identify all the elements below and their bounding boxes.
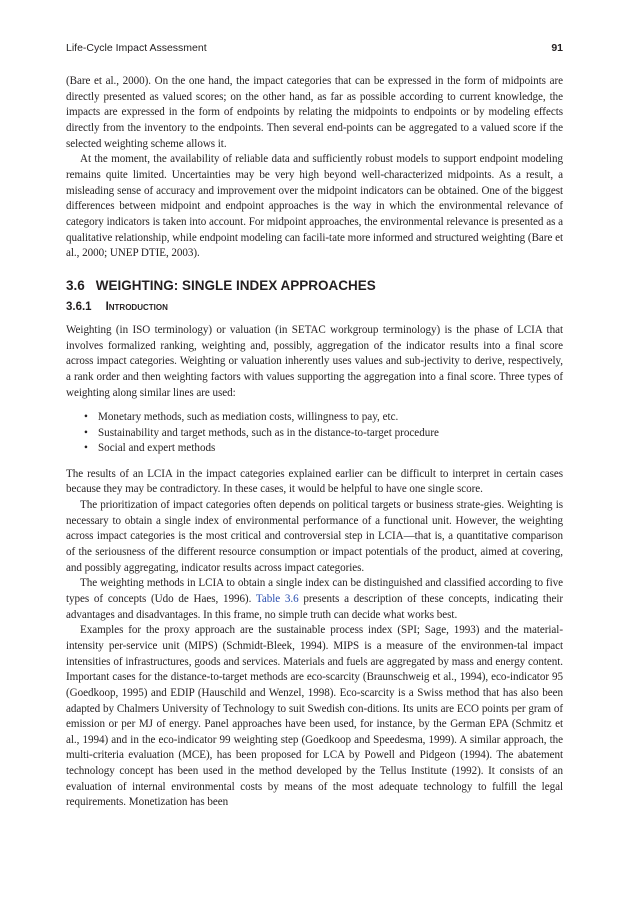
section-number: 3.6 (66, 277, 85, 293)
paragraph-6-end: presents a description of these concepts, indicating their advantages and disadvantages. In this frame, no simple truth can decide what works best. (66, 592, 564, 621)
list-item (84, 426, 563, 442)
bullet-mark: • (84, 411, 88, 424)
bullet-mark: • (84, 442, 88, 455)
list-item-text: Social and expert methods (98, 442, 216, 455)
list-item-text: Monetary methods, such as mediation costs, willingness to pay, etc. (98, 411, 399, 424)
list-item (84, 410, 563, 426)
running-title: Life-Cycle Impact Assessment (66, 42, 207, 54)
subsection-title: Introduction (105, 300, 168, 313)
paragraph-7: Examples for the proxy approach are the sustainable process index (SPI; Sage, 1993) and the material-intensity per-service unit (MIPS) (Schmidt-Bleek, 1994). MIPS is a measure of the environmen-tal impact intensities of infrastructures, goods and services. Materials and fuels are aggregated by mass and energy content. Important cases for the distance-to-target methods are eco-scarcity (Braunschweig et al., 1994), eco-indicator 95 (Goedkoop, 1995) and EDIP (Hauschild and Wenzel, 1998). Eco-scarcity is a Swiss method that has also been adapted by Chalmers University of Technology to suit Swedish con-ditions. Its units are ECO points per gram of emission or per MJ of energy. Panel approaches have been used, for instance, by the German EPA (Schmitz et al., 1994) and in the eco-indicator 99 weighting step (Goedkoop and Speedesma, 1999). A similar approach, the multi-criteria evaluation (MCE), has been proposed for LCA by Powell and Pidgeon (1994). The abatement technology concept has been used in the method developed by the Tellus Institute (1992). It consists of an evaluation of internal environmental costs by means of the most adequate technology to fulfill the legal requirements. Monetization has been (66, 624, 563, 809)
body-text (66, 74, 563, 811)
paragraph-6-start: The weighting methods in LCIA to obtain a single index can be distinguished and classified according to five types of concepts (Udo de Haes, 1996). (66, 577, 563, 605)
list-item-text: Sustainability and target methods, such as in the distance-to-target procedure (98, 426, 439, 439)
table-3-6-link[interactable]: Table 3.6 (255, 592, 299, 605)
paragraph-4: The results of an LCIA in the impact categories explained earlier can be difficult to interpret in certain cases because they may be contradictory. In these cases, it would be helpful to have one single score. (66, 467, 563, 496)
section-heading (66, 277, 563, 294)
list-item (84, 441, 563, 457)
bullet-list (66, 410, 563, 457)
bullet-mark: • (84, 426, 88, 439)
paragraph-6 (66, 576, 563, 623)
page-number: 91 (551, 42, 563, 54)
section-title: WEIGHTING: SINGLE INDEX APPROACHES (95, 277, 376, 293)
subsection-number: 3.6.1 (66, 300, 92, 313)
paragraph-1: (Bare et al., 2000). On the one hand, the impact categories that can be expressed in the form of midpoints are directly presented as valued scores; on the other hand, as far as possible according to current knowledge, the impacts are expressed in the form of endpoints by relating the midpoints to endpoints or by modeling effects directly from the inventory to the endpoints. Then several end-points can be aggregated to a valued score if the selected weighting scheme allows it. (66, 75, 563, 150)
paragraph-3: Weighting (in ISO terminology) or valuation (in SETAC workgroup terminology) is the phase of LCIA that involves formalized ranking, weighting and, possibly, aggregation of the indicator results into a final score across impact categories. Weighting or valuation inherently uses values and sub-jectivity to derive, respectively, a rank order and then weighting factors with values supporting the aggregation into a final score. Three types of weighting along similar lines are used: (66, 323, 563, 399)
subsection-heading (66, 300, 563, 315)
running-header (66, 41, 563, 55)
paragraph-2: At the moment, the availability of reliable data and sufficiently robust models to support endpoint modeling remains quite limited. Uncertainties may be very high beyond well-characterized midpoints. As a result, a misleading sense of accuracy and improvement over the midpoint indicators can be obtained. One of the biggest differences between midpoint and endpoint approaches is the way in which the environmental relevance of category indicators is taken into account. For midpoint approaches, the environmental relevance is presented as a qualitative relationship, while endpoint modeling can facili-tate more informed and structured weighting (Bare et al., 2000; UNEP DTIE, 2003). (66, 153, 563, 260)
paragraph-5: The prioritization of impact categories often depends on political targets or business strate-gies. Weighting is necessary to obtain a single index of environmental performance of a functional unit. However, the weighting across impact categories is the most critical and controversial step in LCIA—that is, a quantitative comparison of the seriousness of the different resource consumption or impact potentials of the product, aimed at covering, and possibly aggregating, indicator results across impact categories. (66, 498, 563, 574)
